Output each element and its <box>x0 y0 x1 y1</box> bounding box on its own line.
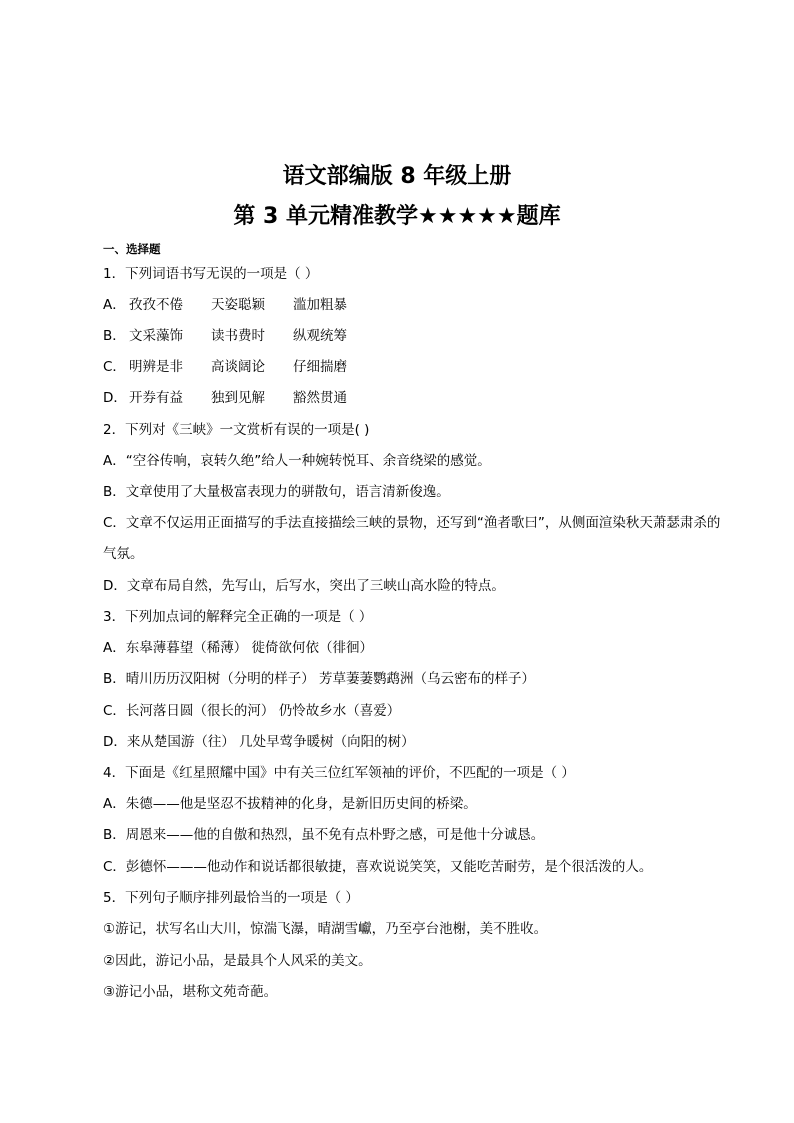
question-3-option-b: B．晴川历历汉阳树（分明的样子） 芳草萋萋鹦鹉洲（乌云密布的样子） <box>103 671 536 687</box>
section-heading: 一、选择题 <box>103 242 161 256</box>
question-2-stem: 2．下列对《三峡》一文赏析有误的一项是( ) <box>103 422 370 438</box>
question-5-sentence-2: ②因此，游记小品，是最具个人风采的美文。 <box>103 953 372 969</box>
question-2-option-b: B．文章使用了大量极富表现力的骈散句，语言清新俊逸。 <box>103 484 450 500</box>
question-1-option-d: D． 开券有益 独到见解 豁然贯通 <box>103 390 347 406</box>
question-4-stem: 4．下面是《红星照耀中国》中有关三位红军领袖的评价，不匹配的一项是（ ） <box>103 765 575 781</box>
question-3-option-a: A．东皋薄暮望（稀薄） 徙倚欲何依（徘徊） <box>103 640 374 656</box>
question-2-option-d: D．文章布局自然，先写山，后写水，突出了三峡山高水险的特点。 <box>103 578 505 594</box>
question-5-sentence-1: ①游记，状写名山大川，惊湍飞瀑，晴湖雪巘，乃至亭台池榭，美不胜收。 <box>103 921 548 937</box>
question-4-option-c: C．彭德怀———他动作和说话都很敏捷，喜欢说说笑笑，又能吃苦耐劳，是个很活泼的人。 <box>103 859 653 875</box>
question-1-option-b: B． 文采藻饰 读书费时 纵观统筹 <box>103 328 347 344</box>
question-3-option-d: D．来从楚国游（往） 几处早莺争暖树（向阳的树） <box>103 734 415 750</box>
question-3-stem: 3．下列加点词的解释完全正确的一项是（ ） <box>103 609 373 625</box>
question-3-option-c: C．长河落日圆（很长的河） 仍怜故乡水（喜爱） <box>103 703 401 719</box>
question-2-option-a: A．“空谷传响，哀转久绝”给人一种婉转悦耳、余音绕梁的感觉。 <box>103 453 491 469</box>
question-1-option-c: C． 明辨是非 高谈阔论 仔细揣磨 <box>103 359 347 375</box>
question-5-sentence-3: ③游记小品，堪称文苑奇葩。 <box>103 984 278 1000</box>
question-2-option-c-cont: 气氛。 <box>103 546 144 562</box>
question-1-stem: 1．下列词语书写无误的一项是（ ） <box>103 266 319 282</box>
question-4-option-b: B．周恩来——他的自傲和热烈，虽不免有点朴野之感，可是他十分诚恳。 <box>103 827 545 843</box>
document-title: 语文部编版 8 年级上册 <box>282 164 512 189</box>
document-subtitle: 第 3 单元精准教学★★★★★题库 <box>233 204 561 229</box>
question-1-option-a: A． 孜孜不倦 天姿聪颖 滥加粗暴 <box>103 297 347 313</box>
question-2-option-c: C．文章不仅运用正面描写的手法直接描绘三峡的景物，还写到“渔者歌曰”，从侧面渲染秋天萧瑟肃杀的 <box>103 515 721 531</box>
question-4-option-a: A．朱德——他是坚忍不拔精神的化身，是新旧历史间的桥梁。 <box>103 796 477 812</box>
question-5-stem: 5．下列句子顺序排列最恰当的一项是（ ） <box>103 890 359 906</box>
